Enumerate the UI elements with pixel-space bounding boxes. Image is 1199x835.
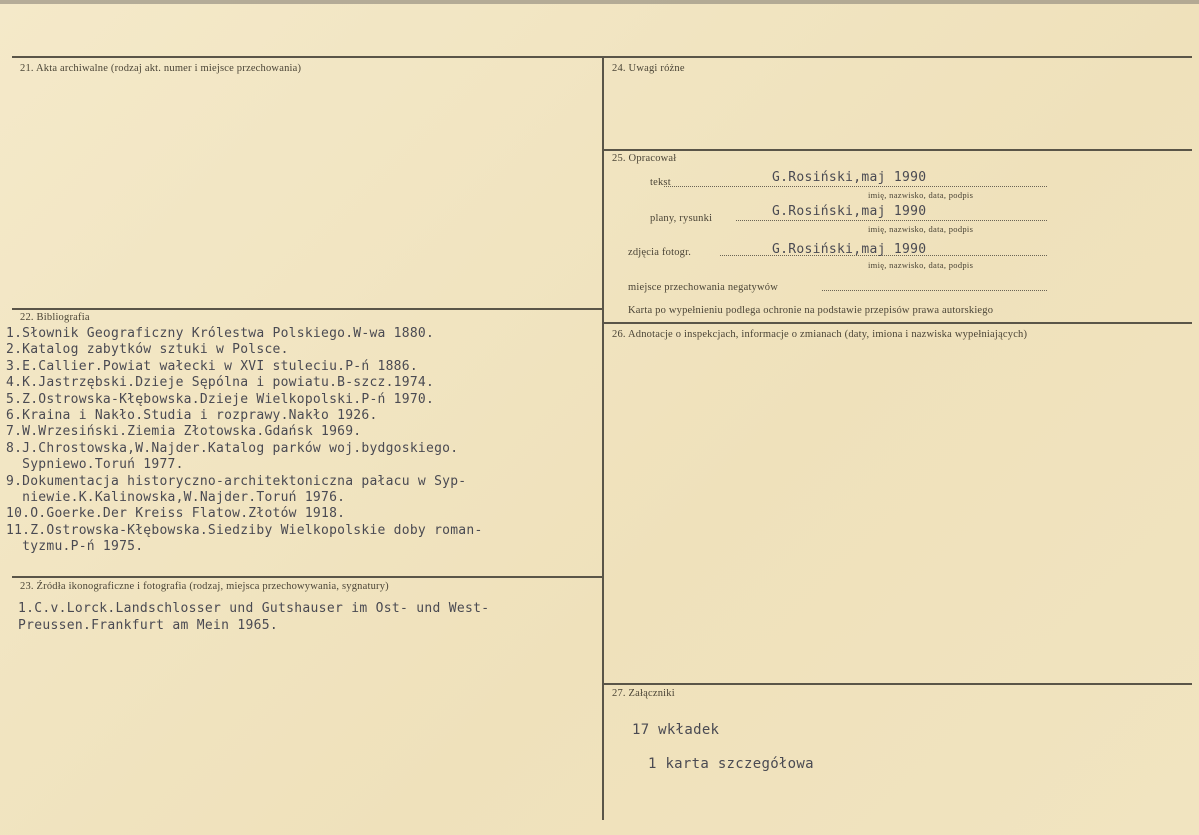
zdjecia-caption: imię, nazwisko, data, podpis (868, 260, 974, 270)
bibliography-item: 11.Z.Ostrowska-Kłębowska.Siedziby Wielkopolskie doby roman- (6, 522, 483, 538)
zdjecia-value: G.Rosiński,maj 1990 (772, 242, 927, 257)
negatywy-dotted-line (822, 290, 1047, 291)
section-21-label: 21. Akta archiwalne (rodzaj akt. numer i miejsce przechowania) (20, 63, 302, 74)
negatywy-label: miejsce przechowania negatywów (628, 282, 779, 293)
bibliography-item: tyzmu.P-ń 1975. (6, 539, 144, 555)
plany-dotted-line (736, 220, 1047, 221)
divider-25-26 (602, 322, 1192, 324)
tekst-caption: imię, nazwisko, data, podpis (868, 190, 974, 200)
section-27-label: 27. Załączniki (612, 688, 675, 699)
iconography-line-1: 1.C.v.Lorck.Landschlosser und Gutshauser im Ost- und West- (18, 601, 490, 616)
top-edge-band (0, 0, 1199, 4)
iconography-line-2: Preussen.Frankfurt am Mein 1965. (18, 618, 279, 633)
bibliography-item: 3.E.Callier.Powiat wałecki w XVI stuleciu.P-ń 1886. (6, 358, 418, 374)
bibliography-item: 8.J.Chrostowska,W.Najder.Katalog parków woj.bydgoskiego. (6, 440, 459, 456)
section-24-label: 24. Uwagi różne (612, 63, 685, 74)
bibliography-item: Sypniewo.Toruń 1977. (6, 457, 184, 473)
bibliography-item: 9.Dokumentacja historyczno-architektoniczna pałacu w Syp- (6, 473, 467, 489)
bibliography-item: 4.K.Jastrzębski.Dzieje Sępólna i powiatu.B-szcz.1974. (6, 375, 435, 391)
bibliography-item: 7.W.Wrzesiński.Ziemia Złotowska.Gdańsk 1969. (6, 424, 362, 440)
section-22-label: 22. Bibliografia (20, 312, 90, 323)
bibliography-item: 5.Z.Ostrowska-Kłębowska.Dzieje Wielkopolski.P-ń 1970. (6, 391, 435, 407)
plany-label: plany, rysunki (650, 213, 713, 224)
plany-caption: imię, nazwisko, data, podpis (868, 224, 974, 234)
tekst-label: tekst (650, 177, 671, 188)
copyright-note: Karta po wypełnieniu podlega ochronie na podstawie przepisów prawa autorskiego (628, 305, 994, 316)
tekst-dotted-line (664, 186, 1047, 187)
section-26-label: 26. Adnotacje o inspekcjach, informacje o zmianach (daty, imiona i nazwiska wypełniających) (612, 329, 1028, 340)
bibliography-item: 2.Katalog zabytków sztuki w Polsce. (6, 342, 289, 358)
attachments-line-1: 17 wkładek (632, 722, 720, 738)
bibliography-item: 1.Słownik Geograficzny Królestwa Polskiego.W-wa 1880. (6, 326, 435, 341)
center-divider (602, 56, 604, 820)
divider-22-23 (12, 576, 603, 578)
divider-26-27 (602, 683, 1192, 685)
divider-21-22 (12, 308, 603, 310)
zdjecia-label: zdjęcia fotogr. (628, 247, 692, 258)
tekst-value: G.Rosiński,maj 1990 (772, 170, 927, 185)
attachments-line-2: 1 karta szczegółowa (648, 756, 814, 772)
bibliography-item: niewie.K.Kalinowska,W.Najder.Toruń 1976. (6, 490, 346, 506)
section-25-label: 25. Opracował (612, 153, 677, 164)
bibliography-item: 10.O.Goerke.Der Kreiss Flatow.Złotów 1918. (6, 506, 346, 522)
bibliography-list (6, 326, 596, 556)
divider-24-25 (602, 149, 1192, 151)
plany-value: G.Rosiński,maj 1990 (772, 204, 927, 219)
section-23-label: 23. Źródła ikonograficzne i fotografia (rodzaj, miejsca przechowywania, sygnatury) (20, 581, 389, 592)
bibliography-item: 6.Kraina i Nakło.Studia i rozprawy.Nakło 1926. (6, 408, 378, 424)
